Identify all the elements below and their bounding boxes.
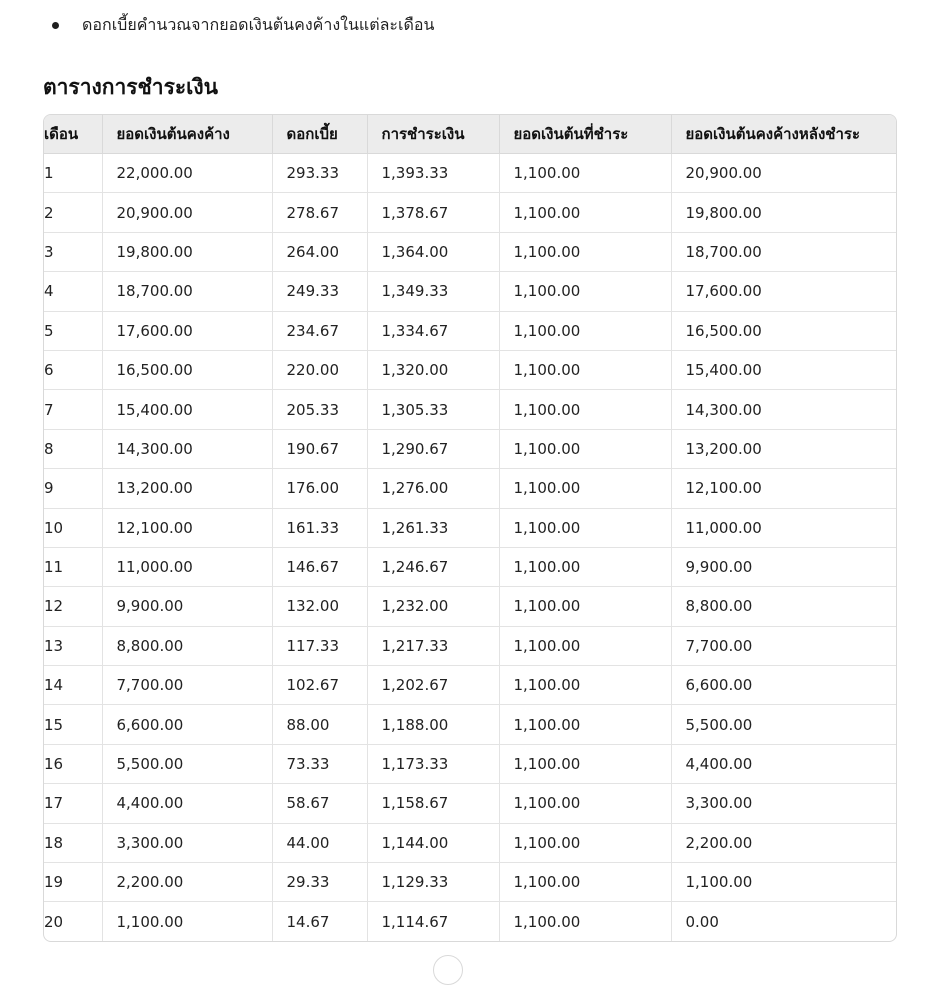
cell-interest: 44.00	[272, 823, 367, 862]
cell-month: 4	[44, 272, 102, 311]
table-row	[44, 350, 896, 389]
cell-interest: 293.33	[272, 154, 367, 193]
cell-outstanding-principal: 14,300.00	[102, 429, 272, 468]
cell-principal-paid: 1,100.00	[499, 508, 671, 547]
column-header-month: เดือน	[44, 115, 102, 154]
cell-outstanding-principal: 9,900.00	[102, 587, 272, 626]
payment-schedule-table-container	[43, 114, 897, 942]
cell-remaining-principal: 6,600.00	[671, 666, 896, 705]
cell-interest: 14.67	[272, 902, 367, 941]
cell-remaining-principal: 9,900.00	[671, 547, 896, 586]
cell-month: 17	[44, 784, 102, 823]
cell-outstanding-principal: 20,900.00	[102, 193, 272, 232]
cell-payment: 1,290.67	[367, 429, 499, 468]
table-row	[44, 666, 896, 705]
cell-principal-paid: 1,100.00	[499, 902, 671, 941]
cell-principal-paid: 1,100.00	[499, 154, 671, 193]
cell-month: 19	[44, 863, 102, 902]
column-header-remaining-principal: ยอดเงินต้นคงค้างหลังชำระ	[671, 115, 896, 154]
cell-principal-paid: 1,100.00	[499, 626, 671, 665]
column-header-interest: ดอกเบี้ย	[272, 115, 367, 154]
cell-principal-paid: 1,100.00	[499, 469, 671, 508]
cell-month: 18	[44, 823, 102, 862]
cell-payment: 1,202.67	[367, 666, 499, 705]
cell-month: 7	[44, 390, 102, 429]
cell-month: 11	[44, 547, 102, 586]
cell-remaining-principal: 11,000.00	[671, 508, 896, 547]
cell-payment: 1,334.67	[367, 311, 499, 350]
cell-interest: 132.00	[272, 587, 367, 626]
cell-remaining-principal: 7,700.00	[671, 626, 896, 665]
cell-month: 6	[44, 350, 102, 389]
table-row	[44, 311, 896, 350]
bullet-note-text: ดอกเบี้ยคำนวณจากยอดเงินต้นคงค้างในแต่ละเดือน	[82, 15, 435, 34]
table-header-row	[44, 115, 896, 154]
table-row	[44, 784, 896, 823]
cell-principal-paid: 1,100.00	[499, 429, 671, 468]
cell-payment: 1,114.67	[367, 902, 499, 941]
cell-interest: 146.67	[272, 547, 367, 586]
table-row	[44, 272, 896, 311]
table-row	[44, 823, 896, 862]
table-row	[44, 547, 896, 586]
table-row	[44, 705, 896, 744]
cell-remaining-principal: 19,800.00	[671, 193, 896, 232]
cell-interest: 190.67	[272, 429, 367, 468]
cell-principal-paid: 1,100.00	[499, 390, 671, 429]
bullet-note	[52, 13, 434, 37]
cell-payment: 1,261.33	[367, 508, 499, 547]
cell-interest: 161.33	[272, 508, 367, 547]
cell-interest: 88.00	[272, 705, 367, 744]
cell-remaining-principal: 18,700.00	[671, 232, 896, 271]
table-row	[44, 154, 896, 193]
cell-outstanding-principal: 15,400.00	[102, 390, 272, 429]
cell-payment: 1,129.33	[367, 863, 499, 902]
table-header	[44, 115, 896, 154]
cell-payment: 1,320.00	[367, 350, 499, 389]
cell-remaining-principal: 2,200.00	[671, 823, 896, 862]
cell-interest: 278.67	[272, 193, 367, 232]
cell-payment: 1,378.67	[367, 193, 499, 232]
cell-principal-paid: 1,100.00	[499, 311, 671, 350]
cell-remaining-principal: 20,900.00	[671, 154, 896, 193]
cell-payment: 1,217.33	[367, 626, 499, 665]
table-row	[44, 744, 896, 783]
table-row	[44, 232, 896, 271]
cell-principal-paid: 1,100.00	[499, 350, 671, 389]
cell-remaining-principal: 1,100.00	[671, 863, 896, 902]
table-row	[44, 902, 896, 941]
cell-remaining-principal: 14,300.00	[671, 390, 896, 429]
cell-month: 3	[44, 232, 102, 271]
cell-outstanding-principal: 12,100.00	[102, 508, 272, 547]
payment-schedule-table	[44, 115, 896, 941]
cell-principal-paid: 1,100.00	[499, 232, 671, 271]
cell-payment: 1,173.33	[367, 744, 499, 783]
cell-interest: 29.33	[272, 863, 367, 902]
cell-month: 9	[44, 469, 102, 508]
scroll-down-button[interactable]	[433, 955, 463, 985]
cell-month: 14	[44, 666, 102, 705]
column-header-outstanding-principal: ยอดเงินต้นคงค้าง	[102, 115, 272, 154]
cell-outstanding-principal: 7,700.00	[102, 666, 272, 705]
table-row	[44, 193, 896, 232]
cell-payment: 1,188.00	[367, 705, 499, 744]
cell-interest: 117.33	[272, 626, 367, 665]
cell-principal-paid: 1,100.00	[499, 823, 671, 862]
table-row	[44, 469, 896, 508]
cell-interest: 176.00	[272, 469, 367, 508]
cell-principal-paid: 1,100.00	[499, 744, 671, 783]
cell-month: 15	[44, 705, 102, 744]
cell-payment: 1,158.67	[367, 784, 499, 823]
cell-interest: 249.33	[272, 272, 367, 311]
cell-outstanding-principal: 8,800.00	[102, 626, 272, 665]
cell-month: 1	[44, 154, 102, 193]
table-row	[44, 587, 896, 626]
column-header-payment: การชำระเงิน	[367, 115, 499, 154]
cell-payment: 1,393.33	[367, 154, 499, 193]
cell-payment: 1,144.00	[367, 823, 499, 862]
cell-remaining-principal: 12,100.00	[671, 469, 896, 508]
cell-outstanding-principal: 22,000.00	[102, 154, 272, 193]
cell-outstanding-principal: 5,500.00	[102, 744, 272, 783]
cell-interest: 220.00	[272, 350, 367, 389]
cell-remaining-principal: 15,400.00	[671, 350, 896, 389]
cell-interest: 73.33	[272, 744, 367, 783]
table-row	[44, 390, 896, 429]
cell-interest: 102.67	[272, 666, 367, 705]
cell-principal-paid: 1,100.00	[499, 587, 671, 626]
table-row	[44, 626, 896, 665]
cell-interest: 234.67	[272, 311, 367, 350]
cell-month: 10	[44, 508, 102, 547]
cell-payment: 1,349.33	[367, 272, 499, 311]
column-header-principal-paid: ยอดเงินต้นที่ชำระ	[499, 115, 671, 154]
cell-month: 2	[44, 193, 102, 232]
cell-outstanding-principal: 16,500.00	[102, 350, 272, 389]
table-row	[44, 429, 896, 468]
cell-interest: 58.67	[272, 784, 367, 823]
cell-remaining-principal: 5,500.00	[671, 705, 896, 744]
cell-month: 5	[44, 311, 102, 350]
cell-remaining-principal: 16,500.00	[671, 311, 896, 350]
cell-month: 16	[44, 744, 102, 783]
bullet-icon	[52, 22, 59, 29]
cell-principal-paid: 1,100.00	[499, 272, 671, 311]
cell-month: 13	[44, 626, 102, 665]
cell-interest: 264.00	[272, 232, 367, 271]
cell-payment: 1,305.33	[367, 390, 499, 429]
cell-outstanding-principal: 1,100.00	[102, 902, 272, 941]
cell-payment: 1,276.00	[367, 469, 499, 508]
table-row	[44, 508, 896, 547]
cell-remaining-principal: 17,600.00	[671, 272, 896, 311]
cell-month: 8	[44, 429, 102, 468]
cell-principal-paid: 1,100.00	[499, 547, 671, 586]
table-body	[44, 154, 896, 941]
cell-principal-paid: 1,100.00	[499, 863, 671, 902]
cell-outstanding-principal: 17,600.00	[102, 311, 272, 350]
cell-month: 12	[44, 587, 102, 626]
cell-month: 20	[44, 902, 102, 941]
cell-remaining-principal: 13,200.00	[671, 429, 896, 468]
table-row	[44, 863, 896, 902]
cell-outstanding-principal: 13,200.00	[102, 469, 272, 508]
cell-principal-paid: 1,100.00	[499, 193, 671, 232]
cell-payment: 1,232.00	[367, 587, 499, 626]
cell-outstanding-principal: 18,700.00	[102, 272, 272, 311]
cell-remaining-principal: 3,300.00	[671, 784, 896, 823]
cell-remaining-principal: 0.00	[685, 912, 719, 931]
cell-outstanding-principal: 19,800.00	[102, 232, 272, 271]
cell-payment: 1,364.00	[367, 232, 499, 271]
cell-outstanding-principal: 2,200.00	[102, 863, 272, 902]
cell-outstanding-principal: 11,000.00	[102, 547, 272, 586]
cell-remaining-principal: 8,800.00	[671, 587, 896, 626]
cell-principal-paid: 1,100.00	[499, 666, 671, 705]
cell-outstanding-principal: 4,400.00	[102, 784, 272, 823]
section-title: ตารางการชำระเงิน	[43, 75, 218, 99]
cell-outstanding-principal: 6,600.00	[102, 705, 272, 744]
cell-principal-paid: 1,100.00	[499, 705, 671, 744]
cell-payment: 1,246.67	[367, 547, 499, 586]
cell-outstanding-principal: 3,300.00	[102, 823, 272, 862]
cell-remaining-principal: 4,400.00	[671, 744, 896, 783]
cell-principal-paid: 1,100.00	[499, 784, 671, 823]
cell-interest: 205.33	[272, 390, 367, 429]
